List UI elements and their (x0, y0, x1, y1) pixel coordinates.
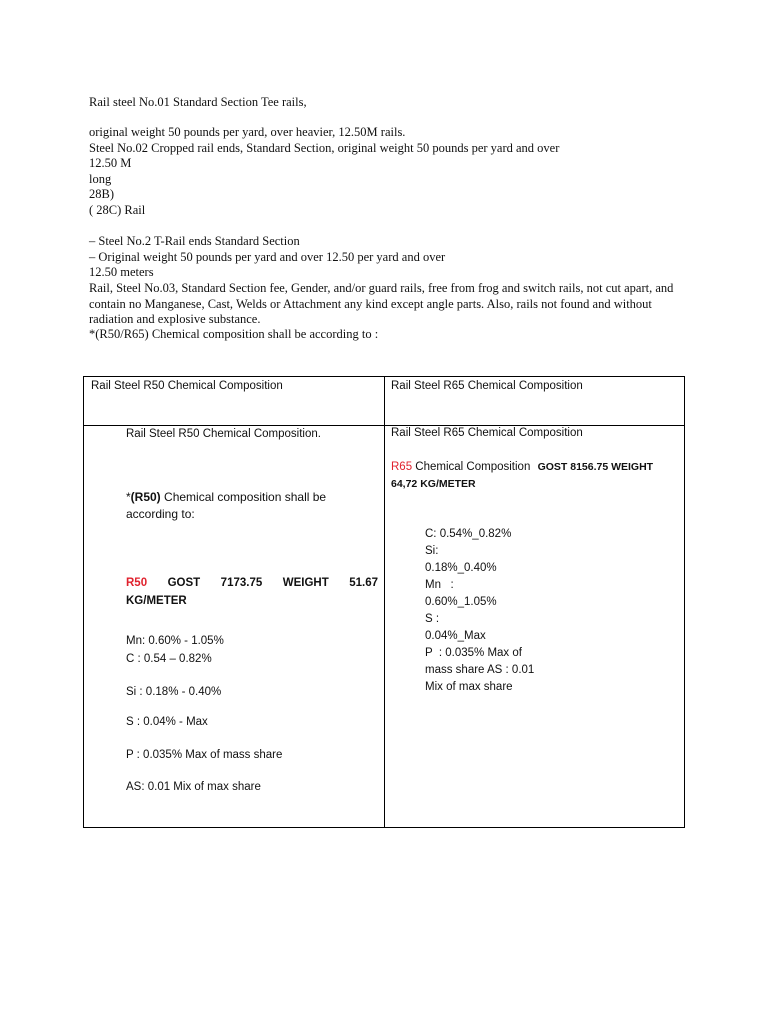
r50-title: Rail Steel R50 Chemical Composition. (126, 428, 321, 440)
r65-composition-line (391, 459, 653, 476)
r65-p-line-3: Mix of max share (425, 681, 513, 693)
r50-weight-value: 51.67 (349, 577, 378, 589)
r65-si-label: Si: (425, 545, 439, 557)
r65-mn-value: 0.60%_1.05% (425, 596, 497, 608)
intro-line-5: long (89, 172, 112, 186)
r65-gost-line-1: GOST 8156.75 WEIGHT (537, 461, 654, 473)
r50-note (126, 489, 376, 523)
intro-line-4: 12.50 M (89, 156, 132, 170)
r65-composition: Chemical Composition (412, 461, 531, 473)
r50-grade: R50 (126, 577, 148, 589)
intro-line-6: 28B) (89, 187, 114, 201)
intro-paragraph: Rail, Steel No.03, Standard Section fee, Gender, and/or guard rails, free from frog and switch rails, not cut apart, and contain no Manganese, Cast, Welds or Attachment any kind except angle parts. Also, rails not found and without radiation and explosive substance. (89, 281, 674, 326)
intro-line-3: Steel No.02 Cropped rail ends, Standard Section, original weight 50 pounds per yard and over (89, 141, 560, 155)
r50-note-code: (R50) (130, 490, 161, 504)
r50-s: S : 0.04% - Max (126, 716, 208, 728)
r50-c: C : 0.54 – 0.82% (126, 653, 212, 665)
r50-mn: Mn: 0.60% - 1.05% (126, 635, 224, 647)
r50-note-rest: Chemical composition shall be according to: (126, 490, 327, 521)
intro-line-2: original weight 50 pounds per yard, over heavier, 12.50M rails. (89, 125, 406, 139)
intro-line-12: *(R50/R65) Chemical composition shall be according to : (89, 327, 379, 341)
intro-line-9: – Original weight 50 pounds per yard and over 12.50 per yard and over (89, 250, 446, 264)
header-right: Rail Steel R65 Chemical Composition (391, 380, 583, 392)
r65-s-label: S : (425, 613, 440, 625)
r50-as: AS: 0.01 Mix of max share (126, 781, 261, 793)
r50-p: P : 0.035% Max of mass share (126, 749, 283, 761)
r50-si: Si : 0.18% - 0.40% (126, 686, 222, 698)
r65-p-line-2: mass share AS : 0.01 (425, 664, 535, 676)
r65-grade: R65 (391, 461, 413, 473)
r65-p-line-1: P : 0.035% Max of (425, 647, 522, 659)
r65-si-value: 0.18%_0.40% (425, 562, 497, 574)
r50-gost: GOST (167, 577, 201, 589)
intro-line-1: Rail steel No.01 Standard Section Tee rails, (89, 95, 307, 109)
r50-gost-line (126, 575, 378, 592)
header-left: Rail Steel R50 Chemical Composition (91, 380, 283, 392)
r65-s-value: 0.04%_Max (425, 630, 486, 642)
r50-weight-word: WEIGHT (282, 577, 329, 589)
composition-table (83, 376, 685, 828)
r50-unit: KG/METER (126, 595, 187, 607)
intro-line-10: 12.50 meters (89, 265, 154, 279)
intro-line-8: – Steel No.2 T-Rail ends Standard Section (89, 234, 300, 248)
r65-title: Rail Steel R65 Chemical Composition (391, 427, 583, 439)
r50-gost-number: 7173.75 (220, 577, 263, 589)
r65-c: C: 0.54%_0.82% (425, 528, 512, 540)
r65-mn-label: Mn : (425, 579, 454, 591)
r50-note-star: * (126, 490, 131, 504)
r65-gost-line-2: 64,72 KG/METER (391, 478, 476, 490)
intro-line-7: ( 28C) Rail (89, 203, 146, 217)
table-column-divider (384, 377, 385, 827)
